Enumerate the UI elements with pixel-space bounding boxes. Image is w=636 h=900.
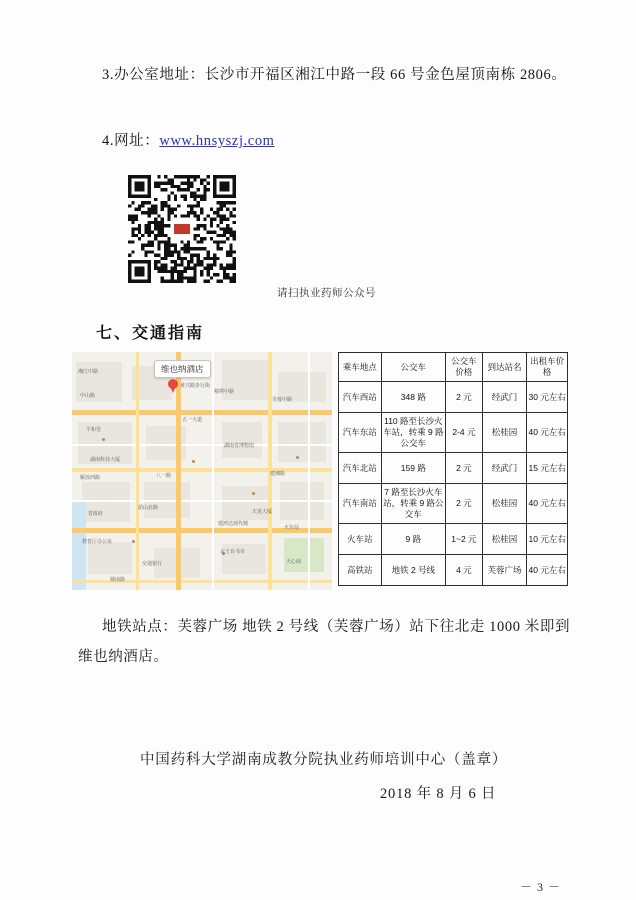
website-paragraph [78,128,568,154]
map-label: 定王台书市 [220,549,246,555]
table-cell: 110 路至长沙火车站，转乘 9 路公交车 [381,413,445,453]
table-cell: 4 元 [446,555,483,586]
table-cell: 159 路 [381,453,445,484]
map-label: 韶山北路 [138,505,159,511]
table-cell: 40 元左右 [527,484,568,524]
table-cell: 火车站 [339,524,382,555]
table-cell: 1~2 元 [446,524,483,555]
table-row [339,413,568,453]
table-cell: 经武门 [482,382,527,413]
table-cell: 汽车北站 [339,453,382,484]
section-heading: 七、交通指南 [96,325,205,342]
map-pin-icon [168,379,178,393]
transit-table-wrapper [338,352,568,586]
table-header-cell: 公交车价格 [446,353,483,382]
table-cell: 2 元 [446,484,483,524]
map-label: 建湘路 [270,471,286,477]
map-label: 湘江中路 [78,369,99,375]
map-label: 芙蓉中路 [272,397,293,403]
qr-code [128,175,236,283]
table-row [339,453,568,484]
table-cell: 2 元 [446,382,483,413]
table-header-cell: 乘车地点 [339,353,382,382]
map-label: 蔡锷中路 [214,389,235,395]
map-label: 解放西路 [80,475,101,481]
table-cell: 9 路 [381,524,445,555]
table-row [339,484,568,524]
table-cell: 汽车西站 [339,382,382,413]
table-row [339,524,568,555]
table-cell: 10 元左右 [527,524,568,555]
table-cell: 芙蓉广场 [482,555,527,586]
transit-map [72,352,332,590]
map-label: 五一大道 [182,417,203,423]
table-cell: 40 元左右 [527,555,568,586]
table-cell: 高铁站 [339,555,382,586]
qr-caption: 请扫执业药师公众号 [277,288,376,299]
table-row [339,555,568,586]
table-cell: 松桂园 [482,413,527,453]
table-cell: 40 元左右 [527,413,568,453]
page-number: － 3 － [520,880,562,894]
table-header-row [339,353,568,382]
table-cell: 30 元左右 [527,382,568,413]
map-label: 教育厅办公室 [82,539,113,545]
map-label: 建鸿达现代城 [218,521,249,527]
transit-table [338,352,568,586]
table-row [339,382,568,413]
office-address-paragraph: 3.办公室地址：长沙市开福区湘江中路一段 66 号金色屋顶南栋 2806。 [102,67,567,83]
table-cell: 地铁 2 号线 [381,555,445,586]
map-label: 天龙大厦 [252,509,273,515]
website-label: 4.网址： [102,133,160,149]
table-cell: 松桂园 [482,484,527,524]
map-callout-hotel[interactable]: 维也纳酒店 [154,360,211,378]
date-line: 2018 年 8 月 6 日 [380,786,497,802]
qr-code-canvas [128,175,236,283]
map-label: 火车站 [284,525,300,531]
table-cell: 7 路至长沙火车站，转乘 9 路公交车 [381,484,445,524]
map-label: 八一路 [156,473,172,479]
map-label: 省政府 [88,511,104,517]
metro-note-paragraph: 地铁站点：芙蓉广场 地铁 2 号线（芙蓉广场）站下往北走 1000 米即到维也纳酒店。 [78,619,571,665]
table-cell: 经武门 [482,453,527,484]
table-cell: 15 元左右 [527,453,568,484]
map-label: 天心阁 [286,559,302,565]
table-header-cell: 公交车 [381,353,445,382]
website-link[interactable]: www.hnsyszj.com [159,133,275,149]
table-header-cell: 出租车价格 [527,353,568,382]
map-label: 交通银行 [142,561,163,567]
table-cell: 2-4 元 [446,413,483,453]
table-cell: 2 元 [446,453,483,484]
map-label: 湖南科技大厦 [90,457,121,463]
map-label: 中山路 [80,393,96,399]
table-cell: 汽车东站 [339,413,382,453]
map-label: 平和堂 [86,427,102,433]
map-label: 湖南省博物馆 [224,443,255,449]
table-cell: 松桂园 [482,524,527,555]
map-label: 黄兴路步行街 [180,383,211,389]
map-label: 城南路 [110,577,126,583]
table-cell: 汽车南站 [339,484,382,524]
table-cell: 348 路 [381,382,445,413]
table-header-cell: 到达站名 [482,353,527,382]
signature-line: 中国药科大学湖南成教分院执业药师培训中心（盖章） [140,752,508,768]
